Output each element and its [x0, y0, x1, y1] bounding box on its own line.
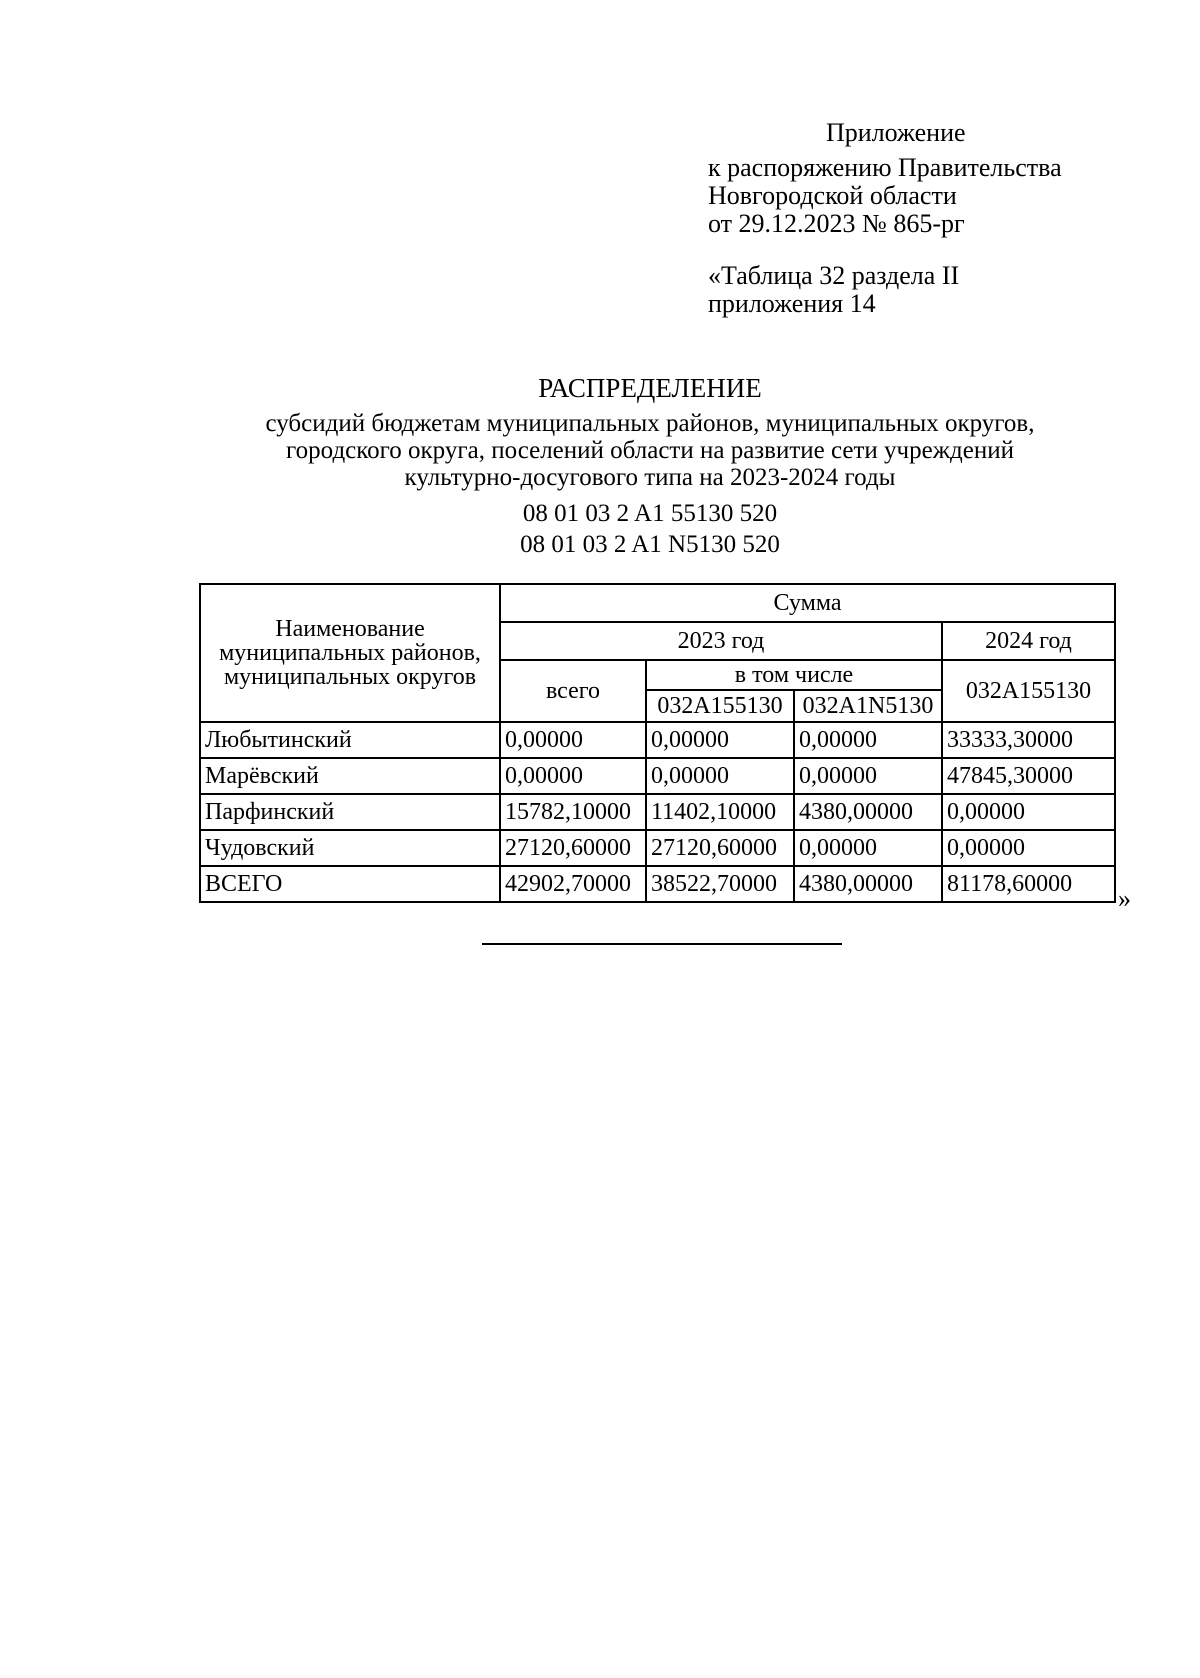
cell-2024: 81178,60000 — [942, 866, 1115, 902]
subtitle-line: культурно-досугового типа на 2023-2024 годы — [404, 464, 896, 491]
table-row — [200, 722, 1115, 758]
including-header: в том числе — [646, 660, 942, 690]
cell-code-b: 0,00000 — [794, 722, 942, 758]
budget-code: 08 01 03 2 A1 55130 520 — [522, 500, 778, 527]
year-2023-header: 2023 год — [500, 622, 942, 660]
decree-ref-line: к распоряжению Правительства — [708, 153, 1062, 182]
cell-code-a: 27120,60000 — [646, 830, 794, 866]
sum-header: Сумма — [500, 584, 1115, 622]
cell-total: 27120,60000 — [500, 830, 646, 866]
cell-total: 0,00000 — [500, 758, 646, 794]
district-name: ВСЕГО — [200, 866, 500, 902]
table-row — [200, 830, 1115, 866]
budget-code: 08 01 03 2 A1 N5130 520 — [520, 531, 780, 558]
table-row — [200, 794, 1115, 830]
cell-total: 42902,70000 — [500, 866, 646, 902]
cell-2024: 47845,30000 — [942, 758, 1115, 794]
appendix-label — [826, 118, 966, 148]
subtitle-line: городского округа, поселений области на развитие сети учреждений — [286, 437, 1014, 464]
table-ref-line: «Таблица 32 раздела II — [708, 261, 960, 290]
cell-code-b: 4380,00000 — [794, 794, 942, 830]
cell-code-b: 4380,00000 — [794, 866, 942, 902]
subtitle-line: субсидий бюджетам муниципальных районов, муниципальных округов, — [265, 410, 1035, 437]
table-reference — [708, 262, 959, 318]
cell-code-a: 0,00000 — [646, 758, 794, 794]
district-name: Марёвский — [200, 758, 500, 794]
code-b-header: 032А1N5130 — [794, 690, 942, 722]
end-rule — [482, 943, 842, 945]
cell-code-b: 0,00000 — [794, 830, 942, 866]
name-column-header: Наименование муниципальных районов, муниципальных округов — [200, 584, 500, 722]
cell-code-a: 38522,70000 — [646, 866, 794, 902]
decree-ref-line: Новгородской области — [708, 181, 957, 210]
district-name: Чудовский — [200, 830, 500, 866]
district-name: Любытинский — [200, 722, 500, 758]
decree-reference — [708, 154, 1062, 238]
budget-codes — [200, 498, 1100, 560]
code-2024-header: 032А155130 — [942, 660, 1115, 722]
cell-code-a: 11402,10000 — [646, 794, 794, 830]
document-subtitle — [200, 410, 1100, 491]
distribution-table — [199, 583, 1116, 903]
code-a-header: 032А155130 — [646, 690, 794, 722]
year-2024-header: 2024 год — [942, 622, 1115, 660]
decree-ref-line: от 29.12.2023 № 865-рг — [708, 209, 965, 238]
cell-total: 15782,10000 — [500, 794, 646, 830]
closing-quote: » — [1118, 884, 1131, 913]
cell-code-a: 0,00000 — [646, 722, 794, 758]
appendix-text: Приложение — [826, 118, 966, 147]
table-row — [200, 758, 1115, 794]
table-row-total — [200, 866, 1115, 902]
cell-2024: 0,00000 — [942, 830, 1115, 866]
document-title: РАСПРЕДЕЛЕНИЕ — [538, 373, 762, 403]
cell-2024: 33333,30000 — [942, 722, 1115, 758]
district-name: Парфинский — [200, 794, 500, 830]
total-column-header: всего — [500, 660, 646, 722]
cell-code-b: 0,00000 — [794, 758, 942, 794]
table-ref-line: приложения 14 — [708, 289, 876, 318]
cell-2024: 0,00000 — [942, 794, 1115, 830]
cell-total: 0,00000 — [500, 722, 646, 758]
